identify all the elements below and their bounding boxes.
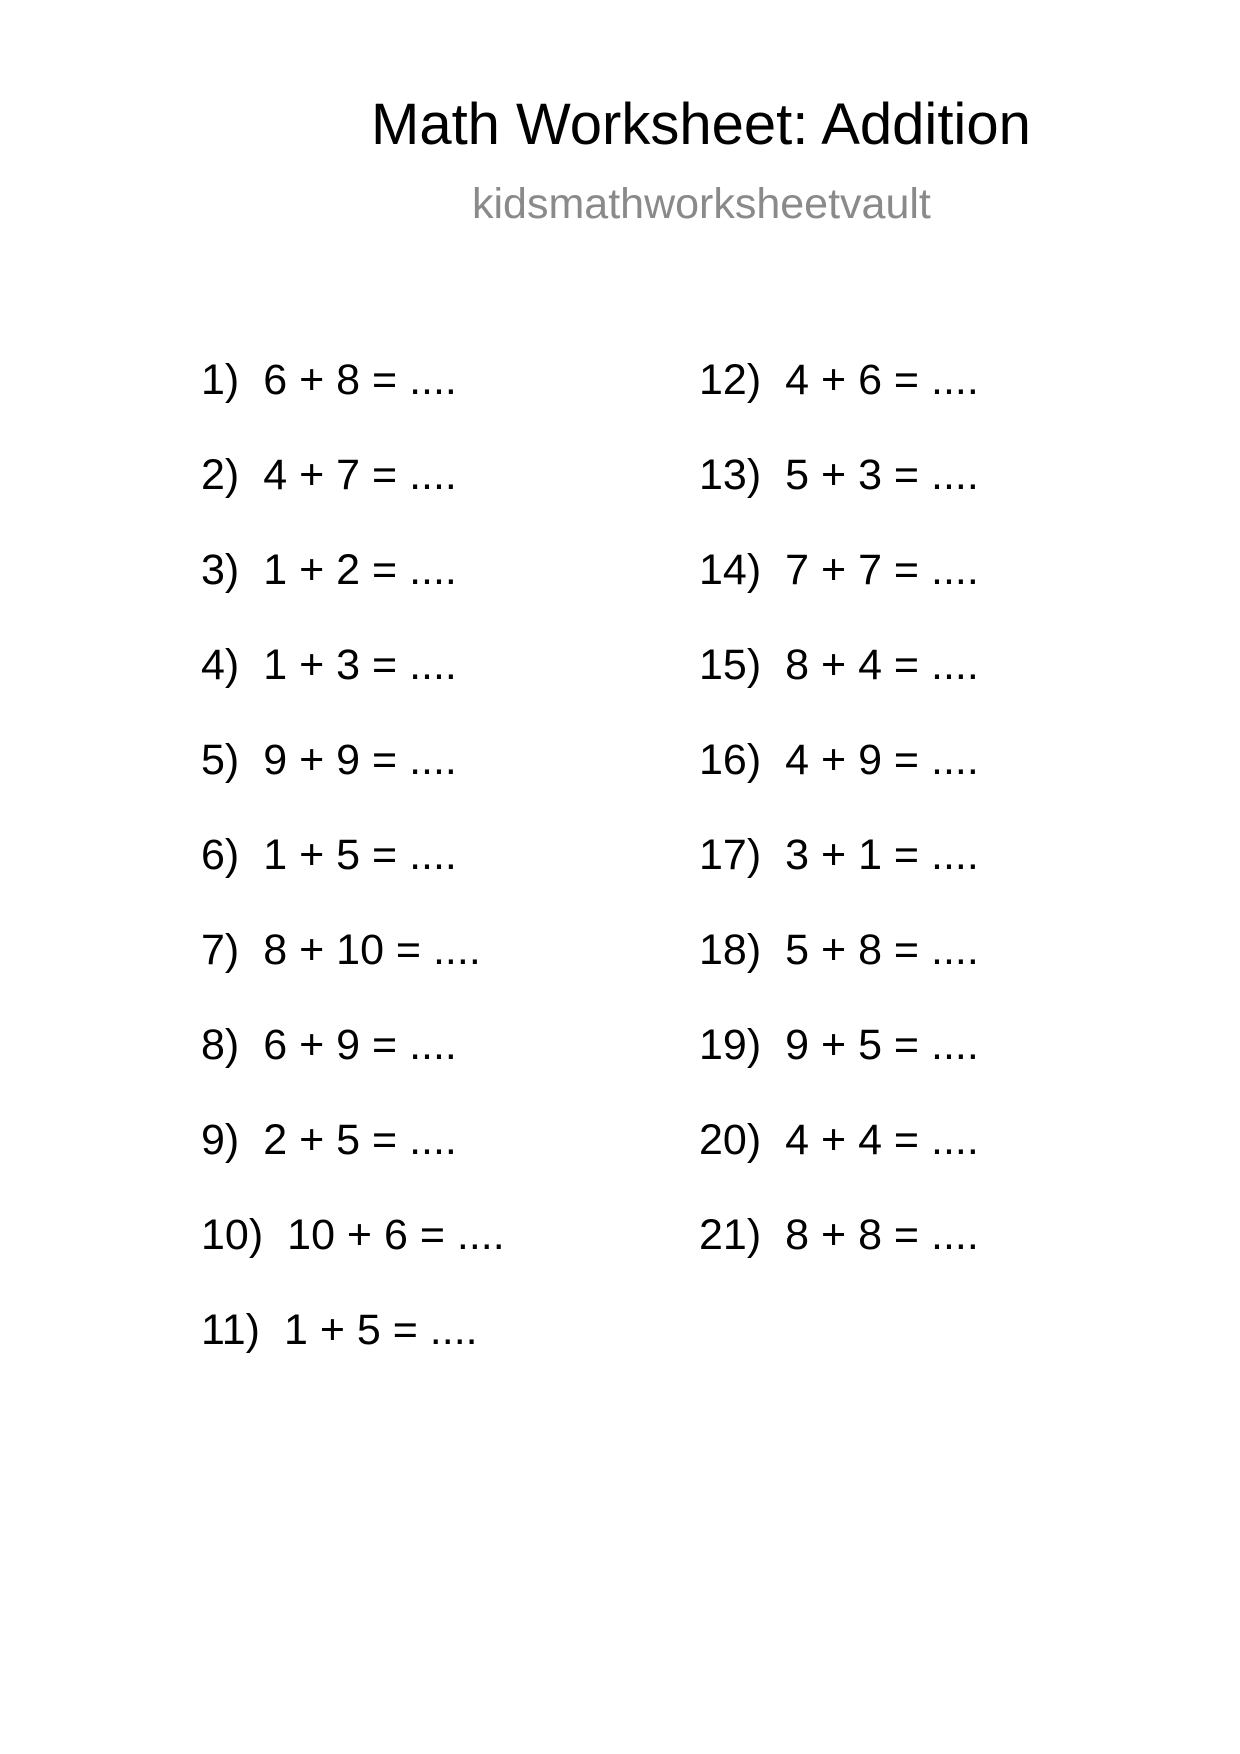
problem-item [201, 831, 457, 879]
problem-expression: 10 + 6 = .... [287, 1211, 505, 1259]
problem-expression: 4 + 7 = .... [263, 451, 457, 499]
worksheet-source: kidsmathworksheetvault [472, 180, 931, 228]
problem-expression: 9 + 9 = .... [263, 736, 457, 784]
problem-item [201, 1116, 457, 1164]
problem-expression: 8 + 10 = .... [263, 926, 481, 974]
problem-number: 8) [201, 1021, 240, 1069]
problem-number: 4) [201, 641, 240, 689]
problem-number: 5) [201, 736, 240, 784]
problem-expression: 5 + 8 = .... [785, 926, 979, 974]
problem-expression: 3 + 1 = .... [785, 831, 979, 879]
problem-item [201, 451, 457, 499]
problem-number: 15) [699, 641, 762, 689]
problem-item [201, 356, 457, 404]
problem-number: 3) [201, 546, 240, 594]
problem-number: 10) [201, 1211, 264, 1259]
problem-expression: 4 + 4 = .... [785, 1116, 979, 1164]
problem-number: 2) [201, 451, 240, 499]
problem-number: 6) [201, 831, 240, 879]
problem-item [699, 1211, 979, 1259]
problem-expression: 1 + 3 = .... [263, 641, 457, 689]
problem-item [201, 1021, 457, 1069]
problem-item [699, 831, 979, 879]
problem-number: 9) [201, 1116, 240, 1164]
problem-expression: 2 + 5 = .... [263, 1116, 457, 1164]
problem-item [201, 641, 457, 689]
problem-number: 19) [699, 1021, 762, 1069]
problem-number: 13) [699, 451, 762, 499]
problem-item [699, 546, 979, 594]
problem-number: 14) [699, 546, 762, 594]
problem-item [201, 926, 481, 974]
problem-expression: 6 + 9 = .... [263, 1021, 457, 1069]
problem-expression: 4 + 9 = .... [785, 736, 979, 784]
problem-item [699, 1116, 979, 1164]
problem-expression: 5 + 3 = .... [785, 451, 979, 499]
problem-number: 12) [699, 356, 762, 404]
problem-expression: 1 + 5 = .... [263, 831, 457, 879]
problem-item [699, 926, 979, 974]
problem-expression: 8 + 4 = .... [785, 641, 979, 689]
problem-expression: 4 + 6 = .... [785, 356, 979, 404]
problem-number: 7) [201, 926, 240, 974]
problem-number: 18) [699, 926, 762, 974]
problem-expression: 8 + 8 = .... [785, 1211, 979, 1259]
problem-expression: 1 + 2 = .... [263, 546, 457, 594]
problem-number: 17) [699, 831, 762, 879]
problem-item [699, 641, 979, 689]
problem-item [699, 736, 979, 784]
problem-number: 20) [699, 1116, 762, 1164]
problem-item [201, 1306, 478, 1354]
problem-item [201, 1211, 505, 1259]
problem-expression: 9 + 5 = .... [785, 1021, 979, 1069]
problem-item [699, 451, 979, 499]
problem-item [201, 546, 457, 594]
problem-expression: 6 + 8 = .... [263, 356, 457, 404]
problem-expression: 7 + 7 = .... [785, 546, 979, 594]
problem-number: 21) [699, 1211, 762, 1259]
problem-item [201, 736, 457, 784]
problem-item [699, 356, 979, 404]
problem-number: 1) [201, 356, 240, 404]
problem-item [699, 1021, 979, 1069]
problem-expression: 1 + 5 = .... [283, 1306, 478, 1354]
problem-number: 11) [201, 1306, 260, 1354]
problem-number: 16) [699, 736, 762, 784]
worksheet-title: Math Worksheet: Addition [371, 92, 1031, 157]
